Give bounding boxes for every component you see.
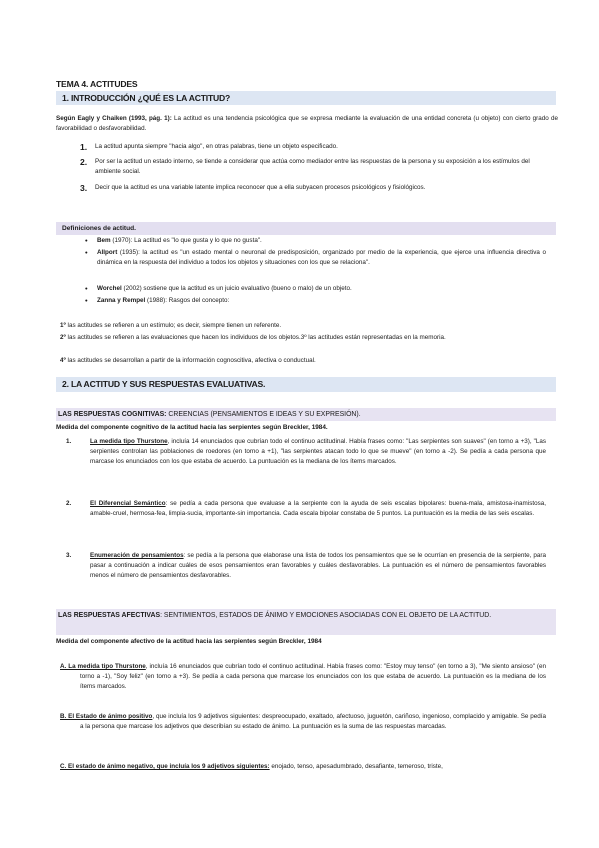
bullet-text: (1988): Rasgos del concepto: <box>145 297 230 304</box>
cognitivas-heading <box>56 408 556 421</box>
intro-item <box>80 157 540 177</box>
section-heading-actitud: 2. LA ACTITUD Y SUS RESPUESTAS EVALUATIVAS. <box>56 377 556 392</box>
definition-bullet <box>85 284 546 294</box>
intro-item-number: 2. <box>80 157 88 167</box>
document-title: TEMA 4. ACTITUDES <box>56 79 138 89</box>
intro-item-text: La actitud apunta siempre "hacia algo", en otras palabras, tiene un objeto especificado. <box>95 143 338 150</box>
rasgo-text: las actitudes se refieren a un estímulo; es decir, siempre tienen un referente. <box>65 322 282 329</box>
afectivas-medida: Medida del componente afectivo de la actitud hacia las serpientes según Breckler, 1984 <box>56 638 322 645</box>
cognitive-item-title: La medida tipo Thurstone <box>90 438 168 445</box>
bullet-text: (1935): la actitud es "un estado mental o neuronal de predisposición, organizado por medio de la experiencia, que ejerce una influencia directiva o dinámica en la respuesta del individuo a todos los objetos y situaciones con los que se relaciona". <box>97 249 546 267</box>
affective-item-title: B. El Estado de ánimo positivo <box>60 713 153 720</box>
rasgo-item <box>60 333 546 343</box>
bullet-dot: • <box>85 284 88 293</box>
definition-bullet <box>85 296 546 306</box>
affective-item-text: , incluía 16 enunciados que cubrían todo el continuo actitudinal. Había frases como: "Estoy muy tenso" (en torno a 3), "Me siento ansioso" (en torno a -1), "Soy feliz" (en torno a +3). Se pedía a cada persona que marcase los enunciados con los que estaba de acuerdo. La puntuación es la mediana de los ítems marcados. <box>80 663 546 691</box>
cognitive-item-title: Enumeración de pensamientos <box>90 552 184 559</box>
cognitive-item-number: 1. <box>66 438 72 445</box>
bullet-author: Bem <box>97 237 111 244</box>
cognitivas-label: LAS RESPUESTAS COGNITIVAS: <box>58 411 167 418</box>
affective-item-title: C. El estado de ánimo negativo, que incluía los 9 adjetivos siguientes: <box>60 763 270 770</box>
intro-item <box>80 142 540 152</box>
cognitive-item-text: : se pedía a cada persona que evaluase a la serpiente con la ayuda de seis escalas bipolares: buena-mala, amistosa-inamistosa, amable-cruel, hermosa-fea, limpia-sucia, importante-sin importancia. Cada escala bipolar constaba de 5 puntos. La puntuación es la media de las seis escalas. <box>90 500 546 518</box>
rasgo-item <box>60 356 546 366</box>
bullet-text: (2002) sostiene que la actitud es un juicio evaluativo (bueno o malo) de un objeto. <box>121 285 352 292</box>
bullet-dot: • <box>85 236 88 245</box>
bullet-author: Allport <box>97 249 118 256</box>
bullet-dot: • <box>85 248 88 257</box>
definition-paragraph <box>56 114 558 135</box>
intro-item-number: 3. <box>80 183 88 193</box>
bullet-text: (1970): La actitud es "lo que gusta y lo que no gusta". <box>110 237 262 244</box>
cognitive-item-text: : se pedía a la persona que elaborase una lista de todos los pensamientos que se le ocurrían en presencia de la serpiente, para pasar a continuación a indicar cuáles de esos pensamientos eran favorables y cuáles desfavorables. La puntuación es el número de pensamientos favorables menos el número de pensamientos desfavorables. <box>90 552 546 580</box>
definition-text: La actitud es una tendencia psicológica que se expresa mediante la evaluación de una entidad concreta (u objeto) con cierto grado de favorabilidad o desfavorabilidad. <box>56 115 559 133</box>
cognitivas-medida: Medida del componente cognitivo de la actitud hacia las serpientes según Breckler, 1984. <box>56 424 328 431</box>
intro-item-text: Decir que la actitud es una variable latente implica reconocer que a ella subyacen procesos psicológicos y fisiológicos. <box>95 184 426 191</box>
rasgo-item <box>60 321 546 331</box>
affective-item <box>60 662 546 693</box>
definition-author: Según Eagly y Chaiken (1993, pág. 1): <box>56 115 172 122</box>
cognitive-item-title: El Diferencial Semántico <box>90 500 166 507</box>
rasgo-number: 1º <box>60 322 66 329</box>
cognitive-item-text: , incluía 14 enunciados que cubrían todo el continuo actitudinal. Había frases como: "Las serpientes son suaves" (en torno a +3), "Las serpientes controlan las poblaciones de roedores (en torno a +1), "las serpientes atacan todo lo que se mueve" (en torno a -2). Se pedía a cada persona que marcase los enunciados con los que estaba de acuerdo. La puntuación es la mediana de los ítems marcados. <box>90 438 547 466</box>
bullet-author: Worchel <box>97 285 122 292</box>
intro-item <box>80 183 540 193</box>
cognitive-item <box>66 437 546 468</box>
cognitive-item <box>66 551 546 582</box>
rasgo-number: 2º <box>60 334 66 341</box>
afectivas-heading <box>56 609 556 635</box>
cognitive-item-number: 3. <box>66 552 72 559</box>
definition-bullet <box>85 236 546 246</box>
intro-item-number: 1. <box>80 142 88 152</box>
afectivas-text: : SENTIMIENTOS, ESTADOS DE ÁNIMO Y EMOCIONES ASOCIADAS CON EL OBJETO DE LA ACTITUD. <box>160 612 492 619</box>
affective-item <box>60 762 546 772</box>
definiciones-heading: Definiciones de actitud. <box>56 222 556 235</box>
bullet-dot: • <box>85 296 88 305</box>
definition-bullet <box>85 248 546 268</box>
affective-item-text: enojado, tenso, apesadumbrado, desafiante, temeroso, triste, <box>269 763 443 770</box>
cognitivas-text: CREENCIAS (PENSAMIENTOS E IDEAS Y SU EXPRESIÓN). <box>166 411 361 418</box>
bullet-author: Zanna y Rempel <box>97 297 146 304</box>
cognitive-item-number: 2. <box>66 500 72 507</box>
affective-item <box>60 712 546 732</box>
section-heading-introduccion: 1. INTRODUCCIÓN ¿QUÉ ES LA ACTITUD? <box>56 91 556 105</box>
intro-item-text: Por ser la actitud un estado interno, se tiende a considerar que actúa como mediador entre las respuestas de la persona y su exposición a los estímulos del ambiente social. <box>95 158 530 176</box>
afectivas-label: LAS RESPUESTAS AFECTIVAS <box>58 612 161 619</box>
affective-item-text: , que incluía los 9 adjetivos siguientes: despreocupado, exaltado, afectuoso, juguetón, cariñoso, ingenioso, complacido y amigable. Se pedía a la persona que marcase los adjetivos que describían su estado de ánimo. La puntuación es la suma de las respuestas marcadas. <box>80 713 546 731</box>
rasgo-text: las actitudes se desarrollan a partir de la información cognoscitiva, afectiva o conductual. <box>65 357 316 364</box>
rasgo-text: las actitudes se refieren a las evaluaciones que hacen los individuos de los objetos.3º las actitudes están representadas en la memoria. <box>65 334 446 341</box>
cognitive-item <box>66 499 546 519</box>
affective-item-title: A. La medida tipo Thurstone <box>60 663 146 670</box>
rasgo-number: 4º <box>60 357 66 364</box>
